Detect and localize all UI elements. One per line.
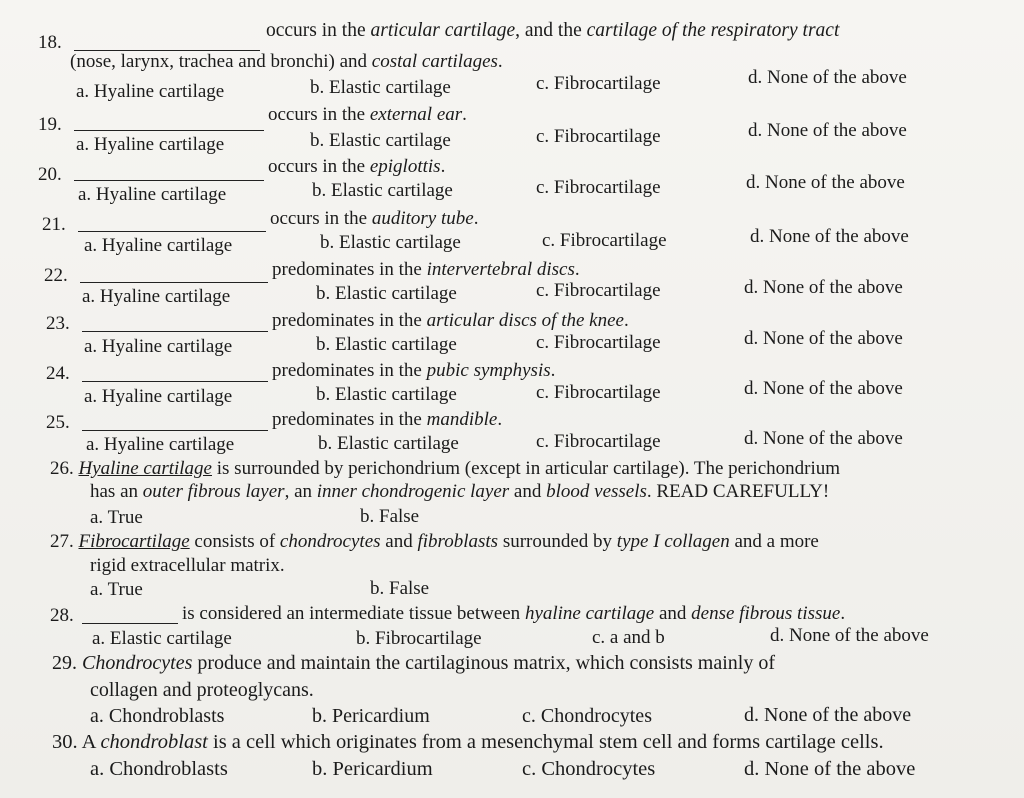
option-c[interactable]: c. Chondrocytes — [522, 758, 656, 780]
option-d[interactable]: d. None of the above — [748, 120, 907, 141]
option-false[interactable]: b. False — [360, 506, 420, 527]
option-b[interactable]: b. Fibrocartilage — [356, 628, 482, 649]
option-a[interactable]: a. Hyaline cartilage — [78, 184, 227, 205]
question-number: 18. — [38, 32, 62, 53]
question-text-line2: has an outer fibrous layer, an inner chondrogenic layer and blood vessels. READ CAREFULLY! — [90, 481, 830, 502]
option-d[interactable]: d. None of the above — [770, 625, 929, 646]
option-b[interactable]: b. Elastic cartilage — [318, 433, 459, 454]
question-text: 27. Fibrocartilage consists of chondrocytes and fibroblasts surrounded by type I collagen and a more — [50, 531, 819, 552]
option-c[interactable]: c. Fibrocartilage — [536, 280, 661, 301]
option-c[interactable]: c. Fibrocartilage — [536, 177, 661, 198]
question-text: predominates in the intervertebral discs. — [272, 259, 580, 280]
question-text: occurs in the articular cartilage, and the cartilage of the respiratory tract — [266, 20, 840, 41]
option-b[interactable]: b. Elastic cartilage — [320, 232, 461, 253]
option-b[interactable]: b. Elastic cartilage — [316, 283, 457, 304]
answer-blank[interactable] — [78, 215, 266, 232]
option-a[interactable]: a. Hyaline cartilage — [84, 386, 233, 407]
option-true[interactable]: a. True — [90, 507, 143, 528]
option-c[interactable]: c. Fibrocartilage — [536, 73, 661, 94]
option-d[interactable]: d. None of the above — [744, 277, 903, 298]
question-text: 29. Chondrocytes produce and maintain the cartilaginous matrix, which consists mainly of — [52, 652, 775, 674]
question-text-line2: collagen and proteoglycans. — [90, 679, 314, 701]
question-number: 19. — [38, 114, 62, 135]
option-d[interactable]: d. None of the above — [744, 378, 903, 399]
option-a[interactable]: a. Hyaline cartilage — [76, 81, 225, 102]
question-number: 26. — [50, 458, 74, 479]
option-d[interactable]: d. None of the above — [748, 67, 907, 88]
option-a[interactable]: a. Hyaline cartilage — [82, 286, 231, 307]
option-d[interactable]: d. None of the above — [744, 758, 916, 780]
question-text: predominates in the articular discs of the knee. — [272, 310, 629, 331]
question-text: predominates in the mandible. — [272, 409, 503, 430]
question-number: 28. — [50, 605, 74, 626]
option-d[interactable]: d. None of the above — [750, 226, 909, 247]
option-d[interactable]: d. None of the above — [744, 328, 903, 349]
question-number: 30. — [52, 731, 78, 753]
question-text: predominates in the pubic symphysis. — [272, 360, 556, 381]
question-text: 30. A chondroblast is a cell which originates from a mesenchymal stem cell and forms cartilage cells. — [52, 731, 884, 753]
option-c[interactable]: c. a and b — [592, 627, 665, 648]
option-b[interactable]: b. Elastic cartilage — [316, 334, 457, 355]
question-number: 23. — [46, 313, 70, 334]
question-number: 25. — [46, 412, 70, 433]
question-text: 26. Hyaline cartilage is surrounded by perichondrium (except in articular cartilage). The perichondrium — [50, 458, 841, 479]
question-number: 24. — [46, 363, 70, 384]
answer-blank[interactable] — [74, 34, 260, 51]
answer-blank[interactable] — [80, 266, 268, 283]
question-text: is considered an intermediate tissue between hyaline cartilage and dense fibrous tissue. — [182, 603, 846, 624]
question-number: 29. — [52, 652, 77, 674]
option-a[interactable]: a. Chondroblasts — [90, 758, 228, 780]
option-b[interactable]: b. Elastic cartilage — [310, 77, 451, 98]
option-b[interactable]: b. Elastic cartilage — [310, 130, 451, 151]
answer-blank[interactable] — [82, 607, 178, 624]
option-c[interactable]: c. Fibrocartilage — [536, 382, 661, 403]
option-a[interactable]: a. Chondroblasts — [90, 705, 225, 727]
option-d[interactable]: d. None of the above — [746, 172, 905, 193]
option-b[interactable]: b. Pericardium — [312, 758, 433, 780]
question-number: 20. — [38, 164, 62, 185]
question-number: 21. — [42, 214, 66, 235]
question-text-line2: (nose, larynx, trachea and bronchi) and costal cartilages. — [70, 51, 503, 72]
option-c[interactable]: c. Chondrocytes — [522, 705, 652, 727]
option-b[interactable]: b. Elastic cartilage — [316, 384, 457, 405]
option-d[interactable]: d. None of the above — [744, 428, 903, 449]
option-b[interactable]: b. Pericardium — [312, 705, 430, 727]
answer-blank[interactable] — [74, 114, 264, 131]
option-c[interactable]: c. Fibrocartilage — [542, 230, 667, 251]
option-d[interactable]: d. None of the above — [744, 704, 912, 726]
option-a[interactable]: a. Hyaline cartilage — [76, 134, 225, 155]
option-c[interactable]: c. Fibrocartilage — [536, 126, 661, 147]
question-text: occurs in the external ear. — [268, 104, 467, 125]
answer-blank[interactable] — [82, 315, 268, 332]
question-text: occurs in the auditory tube. — [270, 208, 479, 229]
question-text-line2: rigid extracellular matrix. — [90, 555, 285, 576]
option-b[interactable]: b. Elastic cartilage — [312, 180, 453, 201]
option-a[interactable]: a. Elastic cartilage — [92, 628, 232, 649]
question-number: 27. — [50, 531, 74, 552]
question-text: occurs in the epiglottis. — [268, 156, 446, 177]
answer-blank[interactable] — [74, 164, 264, 181]
option-c[interactable]: c. Fibrocartilage — [536, 332, 661, 353]
answer-blank[interactable] — [82, 365, 268, 382]
option-a[interactable]: a. Hyaline cartilage — [86, 434, 235, 455]
option-c[interactable]: c. Fibrocartilage — [536, 431, 661, 452]
question-number: 22. — [44, 265, 68, 286]
option-a[interactable]: a. Hyaline cartilage — [84, 336, 233, 357]
option-true[interactable]: a. True — [90, 579, 143, 600]
option-a[interactable]: a. Hyaline cartilage — [84, 235, 233, 256]
option-false[interactable]: b. False — [370, 578, 430, 599]
answer-blank[interactable] — [82, 414, 268, 431]
